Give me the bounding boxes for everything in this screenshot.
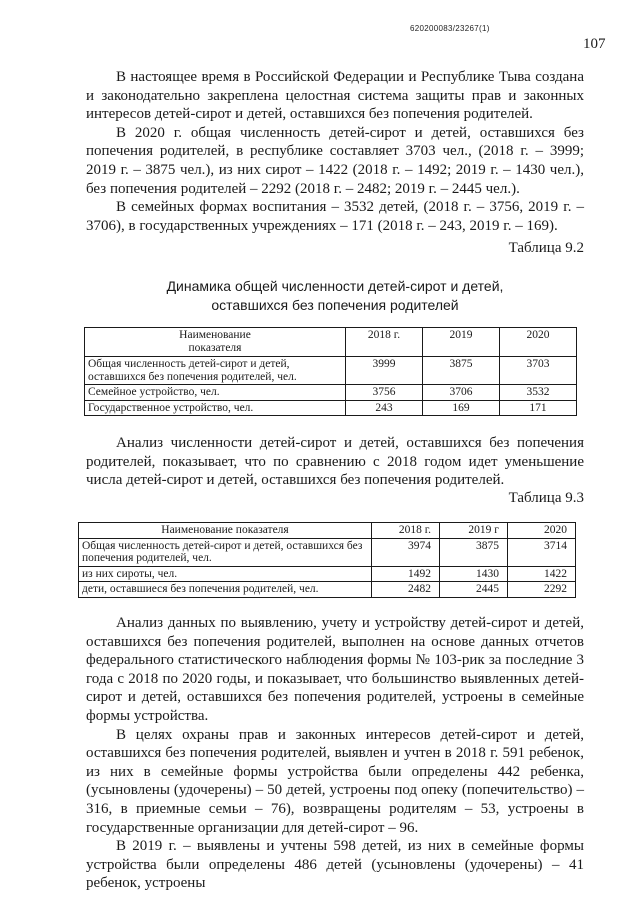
table-row <box>79 582 576 598</box>
cell-value: 3532 <box>500 385 577 401</box>
table-header-row <box>85 328 577 357</box>
intro-section <box>86 68 584 235</box>
cell-value: 171 <box>500 400 577 416</box>
paragraph: Анализ данных по выявлению, учету и устройству детей-сирот и детей, оставшихся без попечения родителей, выполнен на основе данных отчетов федерального статистического наблюдения формы № 103-рик за последние 3 года с 2018 по 2020 годы, и показывает, что большинство выявленных детей-сирот и детей, оставшихся без попечения родителей, устроены в семейные формы устройства. <box>86 615 584 724</box>
table-row <box>85 357 577 385</box>
cell-value: 1430 <box>440 566 508 582</box>
row-label: дети, оставшиеся без попечения родителей, чел. <box>79 582 372 598</box>
cell-value: 3714 <box>508 538 576 566</box>
cell-value: 1422 <box>508 566 576 582</box>
paragraph: В 2019 г. – выявлены и учтены 598 детей, из них в семейные формы устройства были определены 486 детей (усыновлены (удочерены) – 41 ребенок, устроены <box>86 838 584 892</box>
cell-value: 3756 <box>346 385 423 401</box>
cell-value: 2292 <box>508 582 576 598</box>
column-header-year: 2019 г <box>440 523 508 539</box>
table-title-line: Динамика общей численности детей-сирот и детей, <box>166 278 504 294</box>
document-id: 620200083/23267(1) <box>410 24 490 33</box>
paragraph: В 2020 г. общая численность детей-сирот и детей, оставшихся без попечения родителей, в республике составляет 3703 чел., (2018 г. – 3999; 2019 г. – 3875 чел.), из них сирот – 1422 (2018 г. – 1492; 2019 г. – 1430 чел.), без попечения родителей – 2292 (2018 г. – 2482; 2019 г. – 2445 чел.). <box>86 124 584 197</box>
table-label: Таблица 9.2 <box>508 240 584 256</box>
column-header-indicator: Наименование показателя <box>85 328 346 357</box>
table-row <box>79 566 576 582</box>
table-row <box>85 385 577 401</box>
column-header-year: 2018 г. <box>372 523 440 539</box>
paragraph: В семейных формах воспитания – 3532 детей, (2018 г. – 3756, 2019 г. – 3706), в государственных учреждениях – 171 (2018 г. – 243, 2019 г. – 169). <box>86 199 584 234</box>
table-title-line: оставшихся без попечения родителей <box>211 297 459 313</box>
paragraph: В целях охраны прав и законных интересов детей-сирот и детей, оставшихся без попечения родителей, выявлен и учтен в 2018 г. 591 ребенок, из них в семейные формы устройства были определены 442 ребенка, (усыновлены (удочерены) – 50 детей, устроены под опеку (попечительство) – 316, в приемные семьи – 76), возвращены родителям – 53, устроены в государственные организации для детей-сирот – 96. <box>86 726 584 836</box>
paragraph: Анализ численности детей-сирот и детей, оставшихся без попечения родителей, показывает, что по сравнению с 2018 годом идет уменьшение числа детей-сирот и детей, оставшихся без попечения родителей. <box>86 435 584 489</box>
cell-value: 1492 <box>372 566 440 582</box>
row-label: из них сироты, чел. <box>79 566 372 582</box>
analysis-section <box>86 434 584 490</box>
cell-value: 3703 <box>500 357 577 385</box>
column-header-year: 2020 <box>500 328 577 357</box>
paragraph: В настоящее время в Российской Федерации и Республике Тыва создана и законодательно закреплена целостная система защиты прав и законных интересов детей-сирот и детей, оставшихся без попечения родителей. <box>86 69 584 123</box>
cell-value: 2445 <box>440 582 508 598</box>
children-dynamics-table <box>84 327 577 416</box>
conclusion-section <box>86 614 584 893</box>
cell-value: 3875 <box>440 538 508 566</box>
row-label: Государственное устройство, чел. <box>85 400 346 416</box>
cell-value: 243 <box>346 400 423 416</box>
cell-value: 3999 <box>346 357 423 385</box>
cell-value: 3974 <box>372 538 440 566</box>
cell-value: 169 <box>423 400 500 416</box>
row-label: Общая численность детей-сирот и детей, оставшихся без попечения родителей, чел. <box>85 357 346 385</box>
column-header-year: 2019 <box>423 328 500 357</box>
row-label: Семейное устройство, чел. <box>85 385 346 401</box>
page-number: 107 <box>583 36 606 52</box>
table-row <box>79 538 576 566</box>
table-row <box>85 400 577 416</box>
cell-value: 2482 <box>372 582 440 598</box>
column-header-indicator: Наименование показателя <box>79 523 372 539</box>
cell-value: 3706 <box>423 385 500 401</box>
column-header-year: 2018 г. <box>346 328 423 357</box>
column-header-year: 2020 <box>508 523 576 539</box>
table-title <box>86 277 584 315</box>
table-header-row <box>79 523 576 539</box>
table-label: Таблица 9.3 <box>508 490 584 506</box>
cell-value: 3875 <box>423 357 500 385</box>
orphans-breakdown-table <box>78 522 576 598</box>
row-label: Общая численность детей-сирот и детей, оставшихся без попечения родителей, чел. <box>79 538 372 566</box>
